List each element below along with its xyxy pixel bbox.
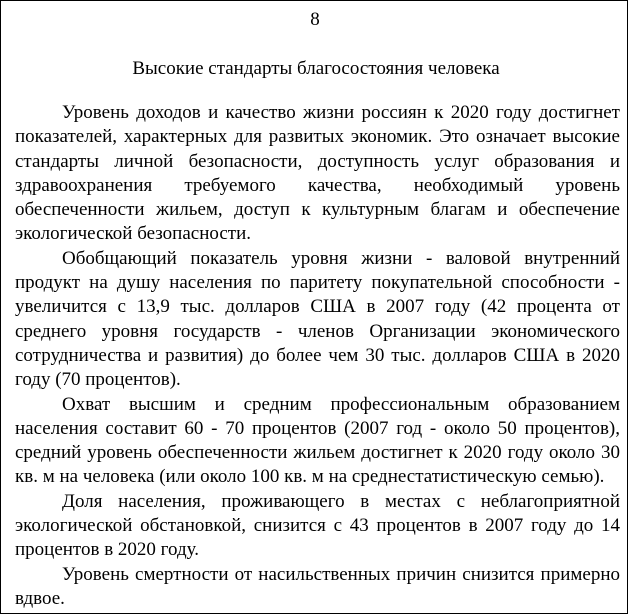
- body-text: [15, 101, 620, 611]
- paragraph: Уровень смертности от насильственных причин снизится примерно вдвое.: [15, 563, 620, 609]
- paragraph: Обобщающий показатель уровня жизни - валовой внутренний продукт на душу населения по паритету покупательной способности - увеличится с 13,9 тыс. долларов США в 2007 году (42 процента от среднего уровня государств - членов Организации экономического сотрудничества и развития) до более чем 30 тыс. долларов США в 2020 году (70 процентов).: [15, 247, 620, 391]
- paragraph: Уровень доходов и качество жизни россиян к 2020 году достигнет показателей, характерных для развитых экономик. Это означает высокие стандарты личной безопасности, доступность услуг образования и здравоохранения требуемого качества, необходимый уровень обеспеченности жильем, доступ к культурным благам и обеспечение экологической безопасности.: [15, 102, 620, 245]
- paragraph: Доля населения, проживающего в местах с неблагоприятной экологической обстановкой, снизится с 43 процентов в 2007 году до 14 процентов в 2020 году.: [15, 490, 620, 561]
- page-number: 8: [310, 9, 320, 30]
- section-heading: Высокие стандарты благосостояния человека: [132, 58, 500, 79]
- paragraph: Охват высшим и средним профессиональным образованием населения составит 60 - 70 процентов (2007 год - около 50 процентов), средний уровень обеспеченности жильем достигнет к 2020 году около 30 кв. м на человека (или около 100 кв. м на среднестатистическую семью).: [15, 393, 620, 488]
